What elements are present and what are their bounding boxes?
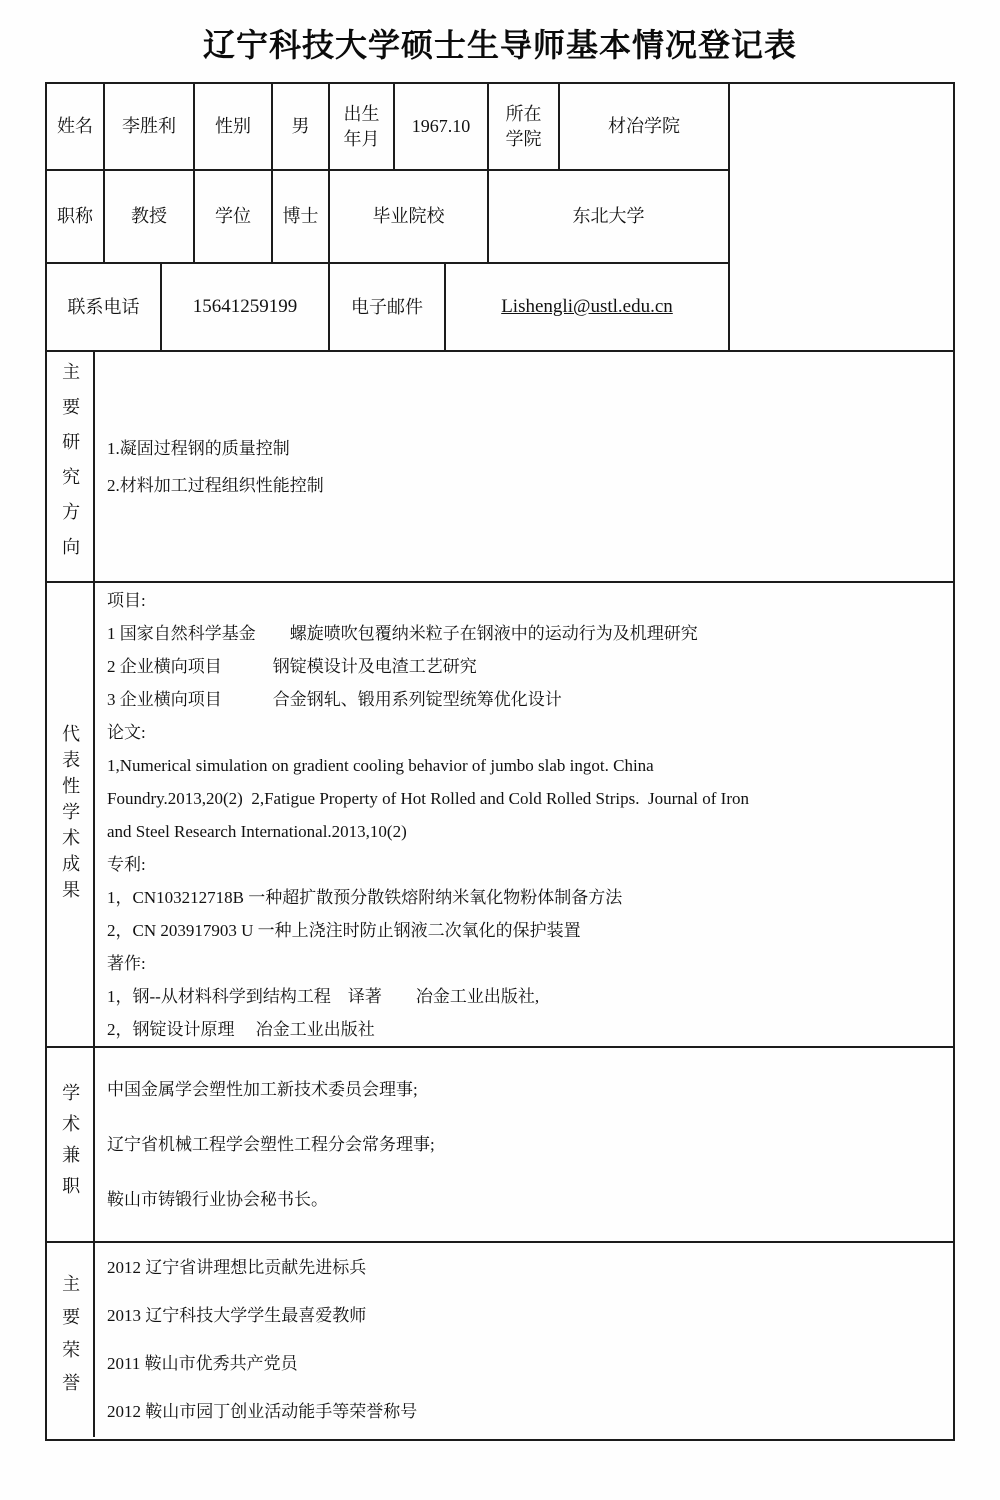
- email-value-cell: [446, 264, 730, 352]
- gender-value: 男: [273, 84, 330, 171]
- achievements-line: 1,Numerical simulation on gradient cooling behavior of jumbo slab ingot. China: [107, 755, 654, 775]
- achievements-line: 2，钢锭设计原理 冶金工业出版社: [107, 1019, 375, 1039]
- posts-section-label: 学术兼职: [60, 1082, 81, 1207]
- form-table: [45, 82, 955, 1441]
- phone-label: 联系电话: [47, 264, 162, 352]
- name-label: 姓名: [47, 84, 105, 171]
- email-label: 电子邮件: [330, 264, 446, 352]
- alma-mater-label: 毕业院校: [330, 171, 489, 264]
- research-section-label: 主要研究方向: [60, 361, 81, 572]
- birth-value: 1967.10: [395, 84, 489, 171]
- honors-line: 2013 辽宁科技大学学生最喜爱教师: [107, 1306, 367, 1325]
- achievements-line: Foundry.2013,20(2) 2,Fatigue Property of Hot Rolled and Cold Rolled Strips. Journal of Iron: [107, 788, 750, 808]
- honors-section-label-cell: [47, 1243, 95, 1437]
- posts-line: 中国金属学会塑性加工新技术委员会理事;: [107, 1080, 418, 1099]
- research-line: 1.凝固过程钢的质量控制: [107, 438, 290, 458]
- posts-line: 鞍山市铸锻行业协会秘书长。: [107, 1190, 328, 1209]
- achievements-section-label-cell: [47, 583, 95, 1048]
- achievements-line: 1，CN103212718B 一种超扩散预分散铁熔附纳米氧化物粉体制备方法: [107, 887, 623, 907]
- achievements-section-label: 代表性学术成果: [60, 723, 81, 906]
- achievements-line: 项目:: [107, 590, 146, 610]
- birth-label: 出生年月: [330, 84, 395, 171]
- alma-mater-value: 东北大学: [489, 171, 730, 264]
- email-link[interactable]: Lishengli@ustl.edu.cn: [501, 296, 673, 318]
- gender-label: 性别: [195, 84, 273, 171]
- honors-section-label: 主要荣誉: [60, 1274, 81, 1406]
- posts-section-label-cell: [47, 1048, 95, 1243]
- achievements-line: 2 企业横向项目 钢锭模设计及电渣工艺研究: [107, 656, 477, 676]
- honors-line: 2011 鞍山市优秀共产党员: [107, 1354, 298, 1373]
- photo-cell: [730, 84, 953, 352]
- achievements-line: 著作:: [107, 953, 146, 973]
- achievements-content: [95, 583, 953, 1048]
- achievements-line: and Steel Research International.2013,10(2): [107, 821, 407, 841]
- achievements-line: 专利:: [107, 854, 146, 874]
- name-value: 李胜利: [105, 84, 195, 171]
- achievements-line: 2，CN 203917903 U 一种上浇注时防止钢液二次氧化的保护装置: [107, 920, 581, 940]
- phone-value: 15641259199: [162, 264, 330, 352]
- degree-label: 学位: [195, 171, 273, 264]
- posts-content: [95, 1048, 953, 1243]
- research-content: [95, 352, 953, 583]
- achievements-line: 1，钢--从材料科学到结构工程 译著 冶金工业出版社,: [107, 986, 540, 1006]
- prof-title-value: 教授: [105, 171, 195, 264]
- form-title: 辽宁科技大学硕士生导师基本情况登记表: [202, 27, 797, 63]
- honors-line: 2012 鞍山市园丁创业活动能手等荣誉称号: [107, 1402, 418, 1421]
- achievements-line: 1 国家自然科学基金 螺旋喷吹包覆纳米粒子在钢液中的运动行为及机理研究: [107, 623, 698, 643]
- posts-line: 辽宁省机械工程学会塑性工程分会常务理事;: [107, 1135, 435, 1154]
- research-line: 2.材料加工过程组织性能控制: [107, 475, 324, 495]
- degree-value: 博士: [273, 171, 330, 264]
- achievements-line: 论文:: [107, 722, 146, 742]
- honors-line: 2012 辽宁省讲理想比贡献先进标兵: [107, 1258, 367, 1277]
- achievements-line: 3 企业横向项目 合金钢轧、锻用系列锭型统筹优化设计: [107, 689, 562, 709]
- college-value: 材冶学院: [560, 84, 730, 171]
- honors-content: [95, 1243, 953, 1437]
- college-label: 所在学院: [489, 84, 560, 171]
- prof-title-label: 职称: [47, 171, 105, 264]
- research-section-label-cell: [47, 352, 95, 583]
